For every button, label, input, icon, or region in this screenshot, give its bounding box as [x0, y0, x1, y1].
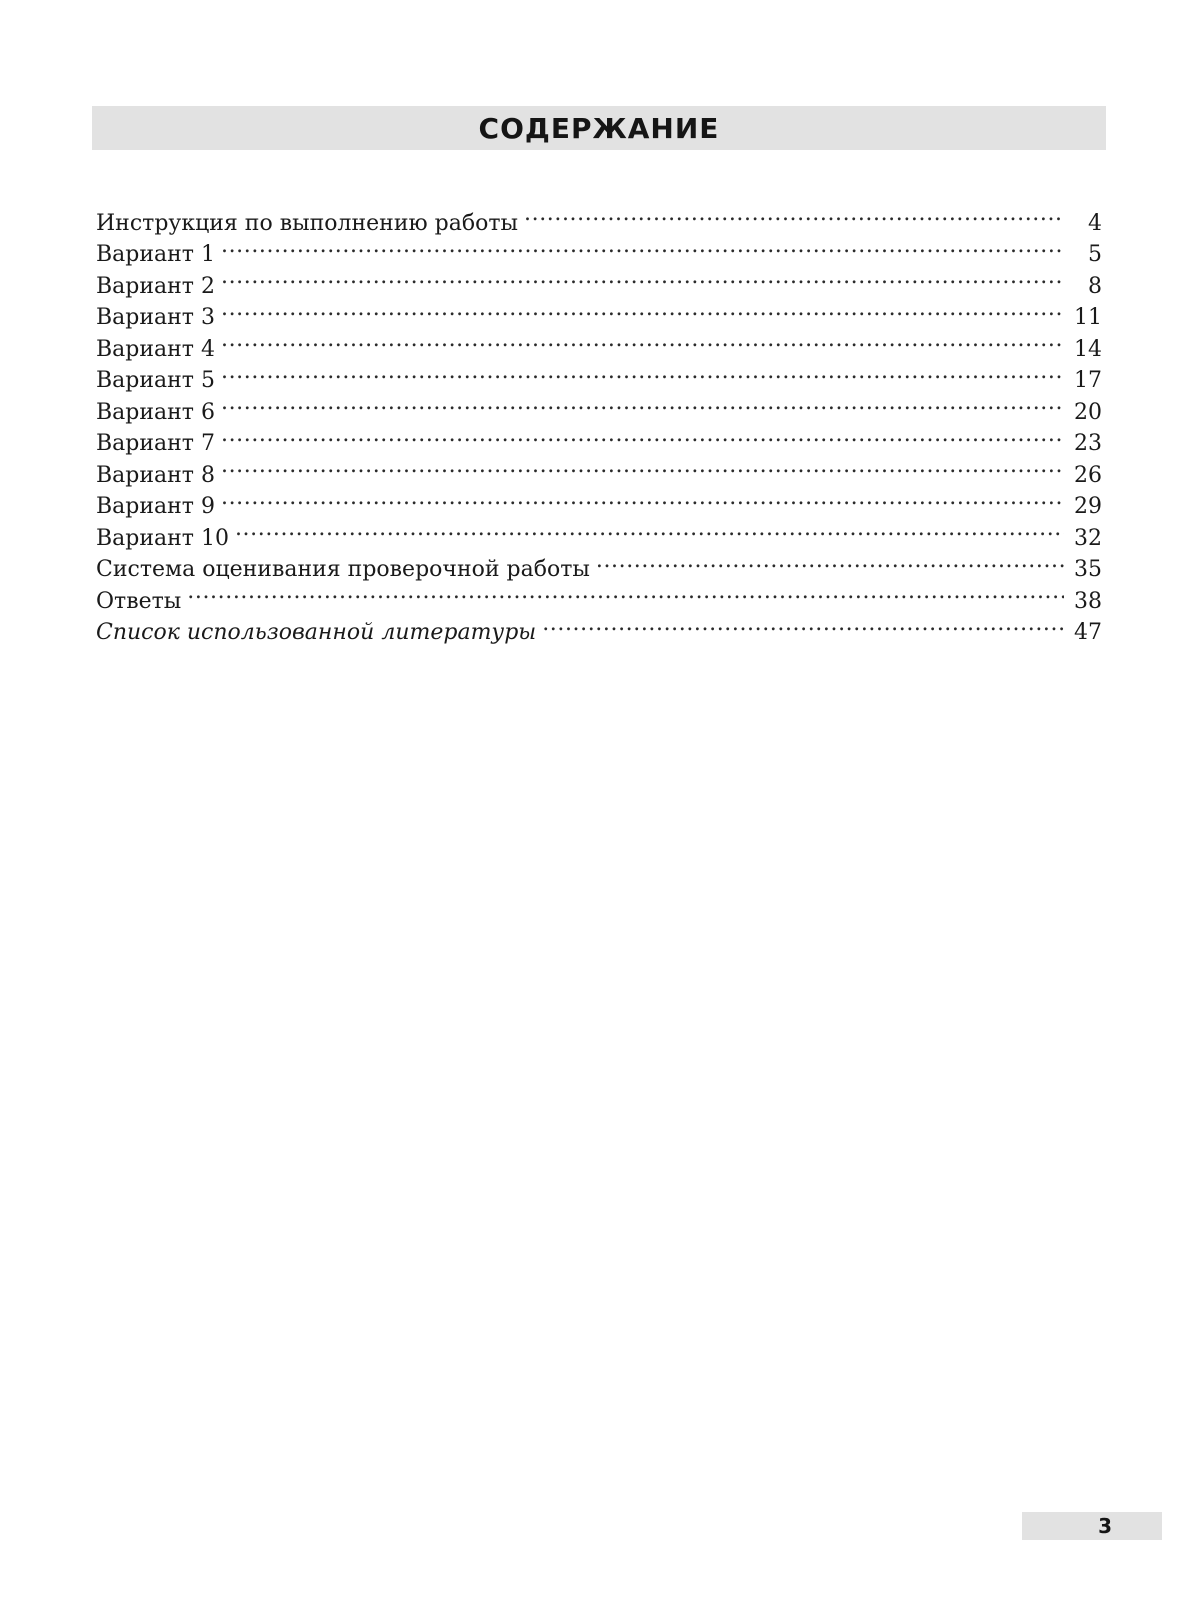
- toc-entry-label: Вариант 8: [96, 462, 215, 488]
- page-number: 3: [1098, 1514, 1112, 1538]
- toc-entry-label: Вариант 6: [96, 399, 215, 425]
- toc-dot-leader: [221, 261, 1064, 293]
- toc-entry-label: Вариант 5: [96, 368, 215, 393]
- toc-entry-variant-9[interactable]: [96, 482, 1102, 519]
- toc-entry-variant-5[interactable]: [96, 356, 1102, 393]
- toc-entry-page: 32: [1074, 525, 1102, 551]
- toc-entry-instructions[interactable]: [96, 198, 1102, 236]
- toc-entry-variant-3[interactable]: [96, 293, 1102, 330]
- toc-entry-variant-2[interactable]: [96, 261, 1102, 299]
- toc-dot-leader: [221, 293, 1064, 325]
- page-number-box: [1022, 1512, 1162, 1540]
- toc-dot-leader: [596, 545, 1064, 577]
- toc-dot-leader: [221, 356, 1064, 388]
- toc-entry-page: 4: [1088, 210, 1102, 236]
- toc-entry-label: Вариант 3: [96, 305, 215, 330]
- toc-entry-label: Инструкция по выполнению работы: [96, 210, 519, 236]
- toc-entry-label: Система оценивания проверочной работы: [96, 557, 590, 582]
- toc-entry-page: 5: [1088, 242, 1102, 267]
- toc-entry-page: 8: [1088, 273, 1102, 299]
- toc-entry-label: Список использованной литературы: [96, 620, 537, 645]
- toc-entry-page: 38: [1074, 588, 1102, 614]
- page-title: СОДЕРЖАНИЕ: [478, 111, 720, 145]
- toc-entry-variant-10[interactable]: [96, 513, 1102, 551]
- toc-dot-leader: [221, 230, 1064, 262]
- toc-dot-leader: [524, 198, 1064, 230]
- toc-dot-leader: [221, 324, 1064, 356]
- toc-entry-answers[interactable]: [96, 576, 1102, 614]
- toc-entry-label: Вариант 10: [96, 525, 229, 551]
- toc-entry-variant-8[interactable]: [96, 450, 1102, 488]
- toc-entry-page: 23: [1074, 431, 1102, 456]
- toc-entry-label: Вариант 7: [96, 431, 215, 456]
- toc-entry-references[interactable]: [96, 608, 1102, 645]
- toc-dot-leader: [235, 513, 1064, 545]
- toc-entry-label: Вариант 1: [96, 242, 215, 267]
- toc-dot-leader: [221, 450, 1064, 482]
- toc-dot-leader: [221, 419, 1064, 451]
- toc-entry-label: Ответы: [96, 588, 182, 614]
- toc-entry-label: Вариант 9: [96, 494, 215, 519]
- toc-entry-page: 35: [1074, 557, 1102, 582]
- toc-entry-variant-6[interactable]: [96, 387, 1102, 425]
- toc-dot-leader: [221, 387, 1064, 419]
- toc-entry-label: Вариант 4: [96, 336, 215, 362]
- toc-entry-page: 29: [1074, 494, 1102, 519]
- toc-dot-leader: [221, 482, 1064, 514]
- toc-entry-grading-system[interactable]: [96, 545, 1102, 582]
- toc-entry-variant-1[interactable]: [96, 230, 1102, 267]
- title-bar: [92, 106, 1106, 150]
- toc-entry-page: 20: [1074, 399, 1102, 425]
- toc-entry-page: 47: [1074, 620, 1102, 645]
- toc-entry-variant-4[interactable]: [96, 324, 1102, 362]
- table-of-contents: [96, 198, 1102, 645]
- toc-entry-page: 26: [1074, 462, 1102, 488]
- toc-entry-page: 17: [1074, 368, 1102, 393]
- toc-entry-label: Вариант 2: [96, 273, 215, 299]
- toc-entry-variant-7[interactable]: [96, 419, 1102, 456]
- toc-entry-page: 11: [1074, 305, 1102, 330]
- toc-entry-page: 14: [1074, 336, 1102, 362]
- toc-dot-leader: [542, 608, 1064, 640]
- toc-dot-leader: [187, 576, 1064, 608]
